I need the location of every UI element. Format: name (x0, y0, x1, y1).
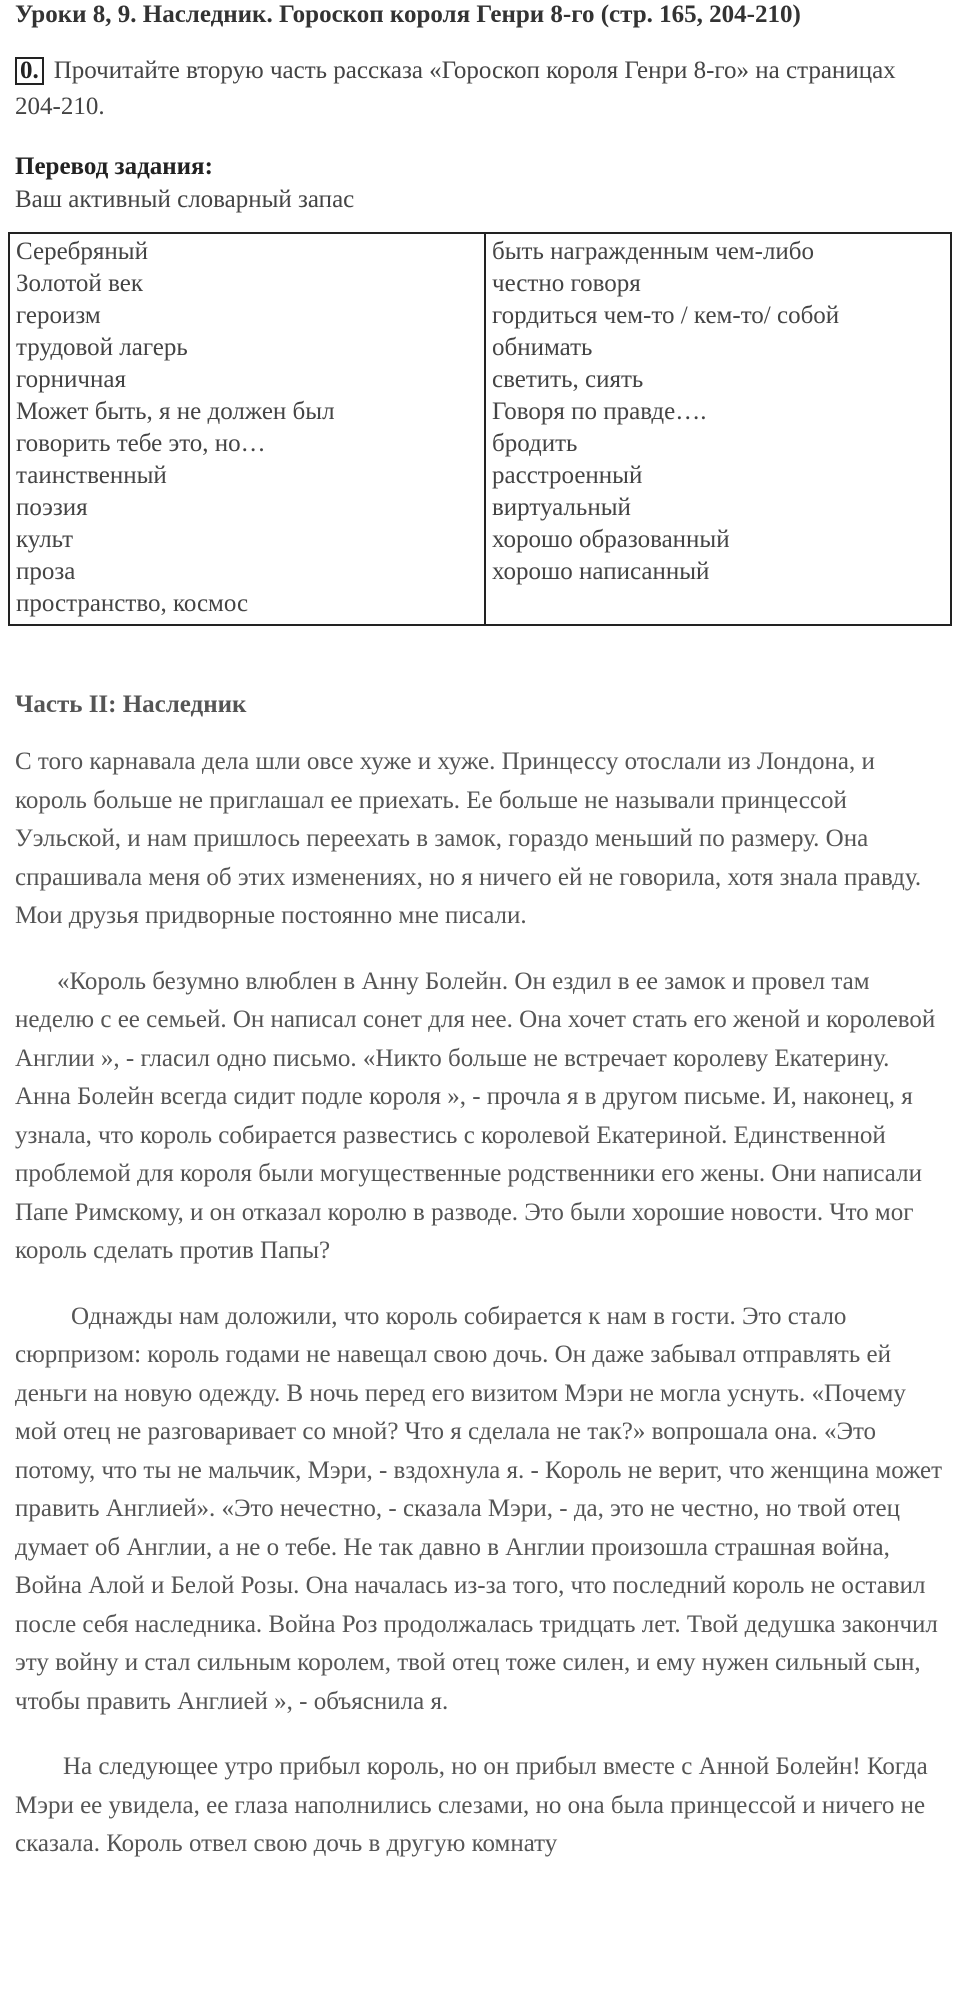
vocab-item: Серебряный (16, 238, 148, 265)
vocab-item: честно говоря (492, 270, 641, 297)
vocab-item: Золотой век (16, 270, 143, 297)
vocab-item: говорить тебе это, но… (16, 430, 266, 457)
vocab-item: трудовой лагерь (16, 334, 188, 361)
translation-text: Ваш активный словарный запас (15, 186, 355, 213)
vocab-item: расстроенный (492, 462, 643, 489)
story-paragraph: «Король безумно влюблен в Анну Болейн. Он ездил в ее замок и провел там неделю с ее семьей. Он написал сонет для нее. Она хочет стать его женой и королевой Англии », - гласил одно письмо. «Никто больше не встречает королеву Екатерину. Анна Болейн всегда сидит подле короля », - прочла я в другом письме. И, наконец, я узнала, что король собирается развестись с королевой Екатериной. Единственной проблемой для короля были могущественные родственники его жены. Они написали Папе Римскому, и он отказал королю в разводе. Это были хорошие новости. Что мог король сделать против Папы? (15, 967, 936, 1264)
vocabulary-column-right (485, 233, 951, 625)
task-number: 0. (15, 57, 44, 85)
vocab-item: виртуальный (492, 494, 631, 521)
vocab-item: обнимать (492, 334, 593, 361)
lesson-title: Уроки 8, 9. Наследник. Гороскоп короля Генри 8-го (стр. 165, 204-210) (15, 1, 801, 28)
vocab-item: проза (16, 558, 76, 585)
story-paragraph: На следующее утро прибыл король, но он прибыл вместе с Анной Болейн! Когда Мэри ее увидела, ее глаза наполнились слезами, но она была принцессой и ничего не сказала. Король отвел свою дочь в другую комнату (15, 1753, 928, 1857)
vocab-item: бродить (492, 430, 578, 457)
story-paragraph: Однажды нам доложили, что король собирается к нам в гости. Это стало сюрпризом: король годами не навещал свою дочь. Он даже забывал отправлять ей деньги на новую одежду. В ночь перед его визитом Мэри не могла уснуть. «Почему мой отец не разговаривает со мной? Что я сделала не так?» вопрошала она. «Это потому, что ты не мальчик, Мэри, - вздохнула я. - Король не верит, что женщина может править Англией». «Это нечестно, - сказала Мэри, - да, это не честно, но твой отец думает об Англии, а не о тебе. Не так давно в Англии произошла страшная война, Война Алой и Белой Розы. Она началась из-за того, что последний король не оставил после себя наследника. Война Роз продолжалась тридцать лет. Твой дедушка закончил эту войну и стал сильным королем, твой отец тоже силен, и ему нужен сильный сын, чтобы править Англией », - объяснила я. (15, 1302, 943, 1715)
story-paragraph: С того карнавала дела шли овсе хуже и хуже. Принцессу отослали из Лондона, и король больше не приглашал ее приехать. Ее больше не называли принцессой Уэльской, и нам пришлось переехать в замок, гораздо меньший по размеру. Она спрашивала меня об этих изменениях, но я ничего ей не говорила, хотя знала правду. Мои друзья придворные постоянно мне писали. (15, 748, 922, 929)
vocab-item: Говоря по правде…. (492, 398, 707, 425)
vocab-item: поэзия (16, 494, 88, 521)
vocab-item: хорошо написанный (492, 558, 710, 585)
vocab-item: героизм (16, 302, 101, 329)
vocab-item: хорошо образованный (492, 526, 730, 553)
vocabulary-table (8, 232, 952, 626)
vocab-item: гордиться чем-то / кем-то/ собой (492, 302, 840, 329)
vocab-item: таинственный (16, 462, 167, 489)
story-part-heading: Часть II: Наследник (15, 691, 247, 718)
translation-heading: Перевод задания: (15, 153, 213, 180)
vocab-item: горничная (16, 366, 126, 393)
vocab-item: культ (16, 526, 74, 553)
vocab-item: пространство, космос (16, 590, 249, 617)
task-block (15, 53, 943, 125)
vocabulary-column-left (9, 233, 485, 625)
task-text: Прочитайте вторую часть рассказа «Гороскоп короля Генри 8-го» на страницах 204-210. (15, 57, 896, 120)
vocabulary-row (9, 233, 951, 625)
vocab-item: светить, сиять (492, 366, 644, 393)
vocab-item: быть награжденным чем-либо (492, 238, 815, 265)
vocab-item: Может быть, я не должен был (16, 398, 335, 425)
